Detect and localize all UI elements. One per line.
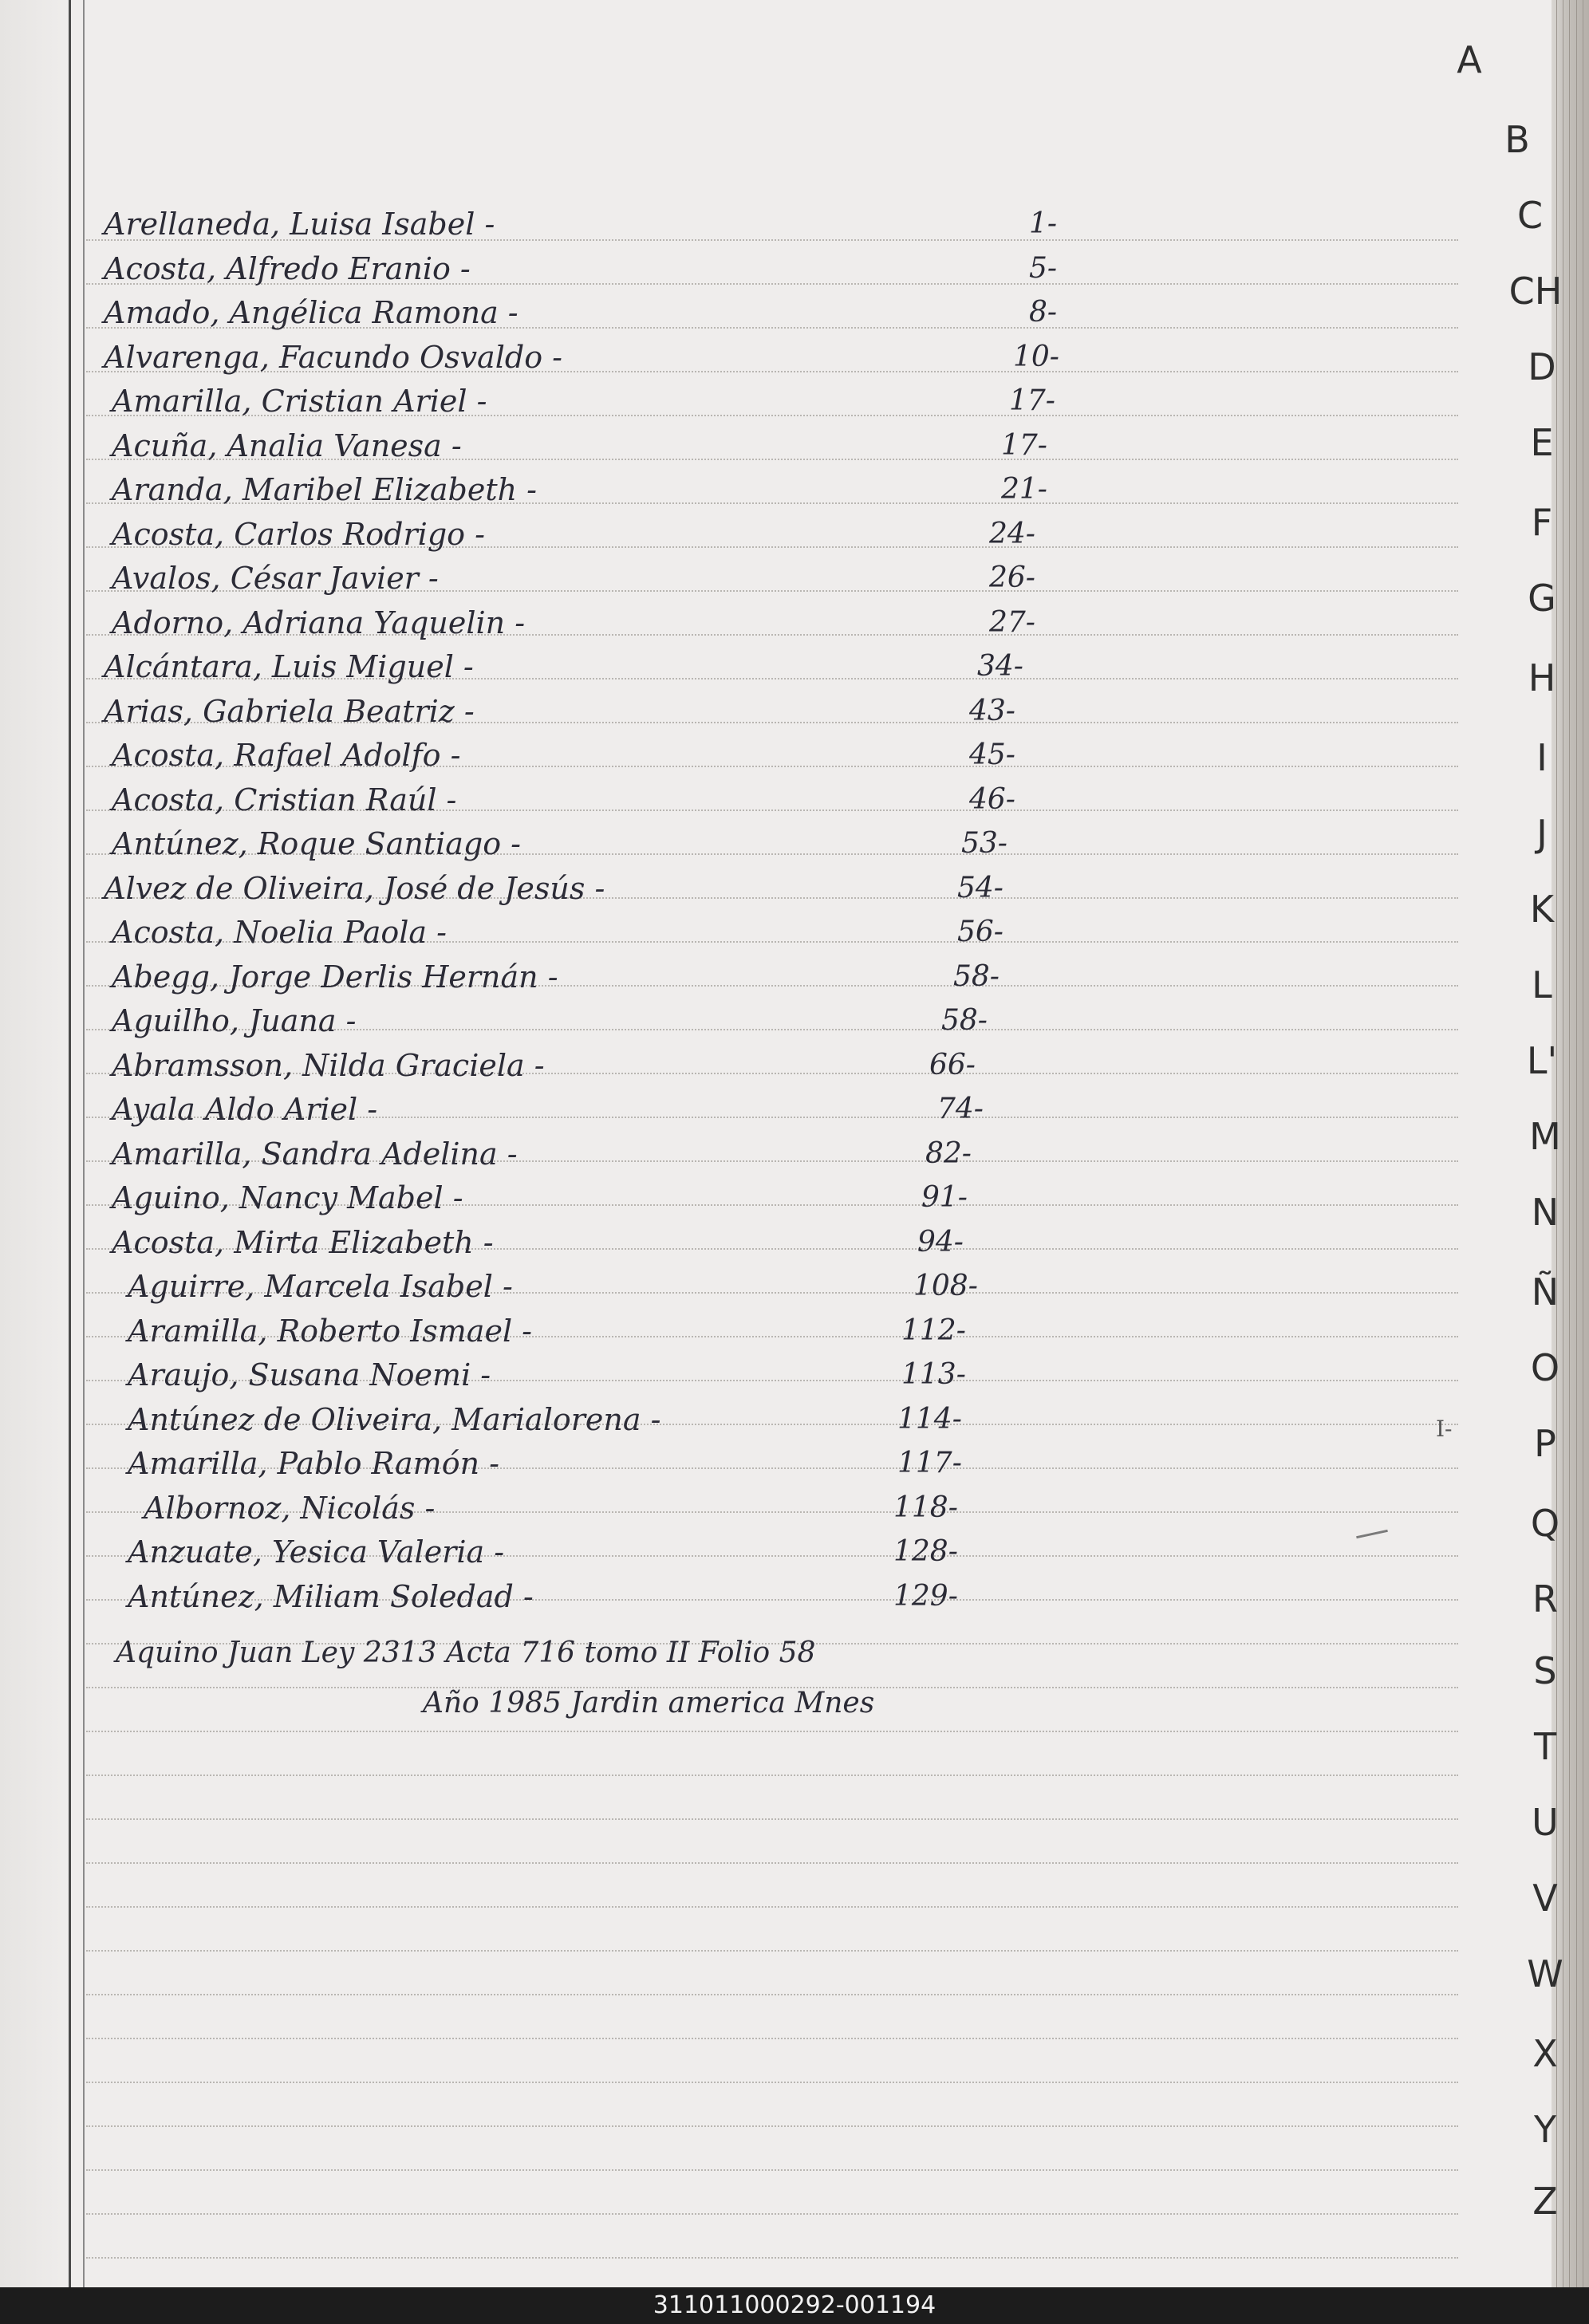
entry-folio: 54- [957, 871, 1003, 904]
entry-name: Amarilla, Cristian Ariel - [112, 384, 487, 419]
ledger-entry [0, 1133, 1589, 1175]
entry-name: Antúnez, Miliam Soledad - [128, 1578, 534, 1614]
ledger-entry [0, 1399, 1589, 1440]
index-tab[interactable]: Y [1533, 2108, 1557, 2151]
entry-name: Aranda, Maribel Elizabeth - [112, 472, 538, 507]
note-line-1: Aquino Juan Ley 2313 Acta 716 tomo II Folio 58 [116, 1637, 816, 1669]
ledger-entry [0, 425, 1589, 467]
ledger-entry [0, 1266, 1589, 1307]
entry-name: Antúnez, Roque Santiago - [112, 826, 522, 861]
index-tab[interactable]: D [1528, 345, 1556, 388]
entry-folio: 24- [989, 517, 1035, 550]
entry-folio: 5- [1029, 251, 1058, 285]
entry-folio: 1- [1029, 207, 1058, 240]
entry-name: Abramsson, Nilda Graciela - [112, 1047, 545, 1083]
index-tab[interactable]: O [1530, 1346, 1560, 1389]
index-tab[interactable]: M [1529, 1115, 1561, 1158]
ledger-entry [0, 337, 1589, 378]
index-tab[interactable]: S [1533, 1649, 1557, 1692]
index-tab[interactable]: P [1534, 1422, 1556, 1465]
index-tab[interactable]: G [1528, 577, 1556, 620]
entry-name: Alcántara, Luis Miguel - [104, 649, 474, 684]
entry-folio: 128- [893, 1535, 958, 1568]
ledger-entry [0, 292, 1589, 333]
entry-name: Abegg, Jorge Derlis Hernán - [112, 959, 558, 995]
entry-folio: 118- [893, 1491, 958, 1524]
entry-name: Acosta, Rafael Adolfo - [112, 738, 461, 773]
entry-folio: 82- [925, 1136, 972, 1170]
entry-name: Acosta, Noelia Paola - [112, 915, 447, 950]
index-tab[interactable]: H [1528, 656, 1556, 699]
index-tab[interactable]: N [1531, 1191, 1559, 1234]
ledger-entry [0, 1222, 1589, 1263]
entry-name: Amarilla, Pablo Ramón - [128, 1446, 499, 1481]
entry-folio: 17- [1009, 384, 1055, 417]
ledger-entry [0, 248, 1589, 290]
entry-folio: 91- [921, 1181, 968, 1214]
entry-name: Acosta, Mirta Elizabeth - [112, 1224, 494, 1260]
index-tab[interactable]: L' [1526, 1039, 1558, 1082]
entry-name: Alvarenga, Facundo Osvaldo - [104, 339, 562, 375]
entry-name: Aguilho, Juana - [112, 1003, 357, 1038]
ledger-entry [0, 380, 1589, 422]
ledger-entry [0, 1531, 1589, 1573]
ledger-entry [0, 1443, 1589, 1484]
ledger-entry [0, 1000, 1589, 1042]
entry-folio: 26- [989, 561, 1035, 594]
ledger-entry [0, 1310, 1589, 1352]
index-tab[interactable]: E [1530, 421, 1554, 464]
document-id-footer: 311011000292-001194 [0, 2287, 1589, 2324]
ledger-entry [0, 602, 1589, 644]
ledger-entry [0, 823, 1589, 865]
entry-folio: 21- [1001, 473, 1047, 506]
entry-name: Ayala Aldo Ariel - [112, 1092, 378, 1127]
index-tab[interactable]: Ñ [1531, 1270, 1559, 1314]
entry-name: Albornoz, Nicolás - [144, 1490, 436, 1526]
ledger-entry [0, 912, 1589, 953]
entry-folio: 46- [969, 782, 1015, 816]
index-tab[interactable]: B [1504, 118, 1530, 161]
index-tab[interactable]: J [1536, 812, 1548, 855]
index-tab[interactable]: Q [1530, 1502, 1560, 1545]
index-tab[interactable]: W [1527, 1952, 1563, 1995]
entry-name: Amado, Angélica Ramona - [104, 295, 518, 330]
entry-folio: 53- [961, 827, 1007, 860]
entry-folio: 66- [929, 1048, 976, 1081]
ledger-entry [0, 469, 1589, 510]
entry-folio: 10- [1013, 340, 1059, 373]
entry-name: Alvez de Oliveira, José de Jesús - [104, 870, 605, 906]
entry-name: Arellaneda, Luisa Isabel - [104, 207, 495, 242]
entry-folio: 27- [989, 605, 1035, 639]
index-tab[interactable]: K [1529, 888, 1555, 931]
ledger-entry [0, 1045, 1589, 1086]
entry-folio: 113- [901, 1358, 966, 1391]
entry-name: Aguino, Nancy Mabel - [112, 1180, 463, 1215]
index-tab[interactable]: A [1457, 38, 1482, 81]
ledger-entry [0, 1487, 1589, 1529]
entry-folio: 74- [937, 1093, 984, 1125]
ledger-entry [0, 1177, 1589, 1219]
index-tab[interactable]: C [1516, 194, 1544, 237]
entry-folio: 58- [953, 959, 1000, 993]
ledger-entry [0, 956, 1589, 998]
index-tab[interactable]: V [1532, 1877, 1558, 1920]
margin-mark: I- [1436, 1416, 1453, 1442]
entry-name: Avalos, César Javier - [112, 561, 439, 596]
entry-name: Acosta, Cristian Raúl - [112, 782, 457, 817]
entry-folio: 58- [941, 1004, 988, 1037]
entry-name: Antúnez de Oliveira, Marialorena - [128, 1401, 661, 1437]
note-line-2: Año 1985 Jardin america Mnes [423, 1687, 875, 1719]
index-tab[interactable]: X [1532, 2032, 1558, 2075]
entry-folio: 108- [913, 1270, 978, 1302]
entry-name: Amarilla, Sandra Adelina - [112, 1136, 518, 1172]
index-tab[interactable]: R [1532, 1578, 1558, 1621]
entry-folio: 56- [957, 916, 1003, 948]
index-tab[interactable]: I [1536, 736, 1548, 779]
entry-name: Araujo, Susana Noemi - [128, 1357, 491, 1392]
entry-name: Acuña, Analia Vanesa - [112, 427, 462, 463]
index-tab[interactable]: U [1532, 1801, 1559, 1844]
ledger-entry [0, 646, 1589, 687]
entry-folio: 94- [917, 1225, 964, 1259]
ledger-entry [0, 557, 1589, 599]
entry-name: Acosta, Alfredo Eranio - [104, 250, 471, 286]
entry-folio: 17- [1001, 428, 1047, 462]
index-tab[interactable]: T [1533, 1725, 1557, 1768]
ledger-entry [0, 203, 1589, 245]
entry-name: Adorno, Adriana Yaquelin - [112, 605, 526, 640]
ledger-entry [0, 1354, 1589, 1396]
entry-name: Arias, Gabriela Beatriz - [104, 693, 475, 729]
ledger-entry [0, 735, 1589, 776]
ledger-entry [0, 779, 1589, 821]
index-tab[interactable]: F [1531, 501, 1553, 544]
entry-folio: 112- [901, 1314, 966, 1347]
entry-folio: 114- [897, 1402, 962, 1436]
ledger-entry [0, 1089, 1589, 1130]
entry-name: Aguirre, Marcela Isabel - [128, 1269, 513, 1304]
index-tab[interactable]: CH [1508, 270, 1563, 313]
entry-name: Aramilla, Roberto Ismael - [128, 1313, 533, 1349]
entry-folio: 45- [969, 739, 1015, 771]
index-tab[interactable]: L [1532, 963, 1552, 1006]
entry-folio: 117- [897, 1447, 962, 1479]
entry-name: Anzuate, Yesica Valeria - [128, 1534, 505, 1570]
ledger-entry [0, 868, 1589, 909]
entry-name: Acosta, Carlos Rodrigo - [112, 516, 485, 552]
ledger-entry [0, 1576, 1589, 1617]
ledger-entry [0, 691, 1589, 732]
entry-folio: 43- [969, 694, 1015, 727]
entry-folio: 129- [893, 1579, 958, 1613]
entry-folio: 34- [977, 650, 1023, 683]
ledger-entry [0, 514, 1589, 555]
index-tab[interactable]: Z [1532, 2180, 1558, 2223]
entry-folio: 8- [1029, 296, 1058, 329]
